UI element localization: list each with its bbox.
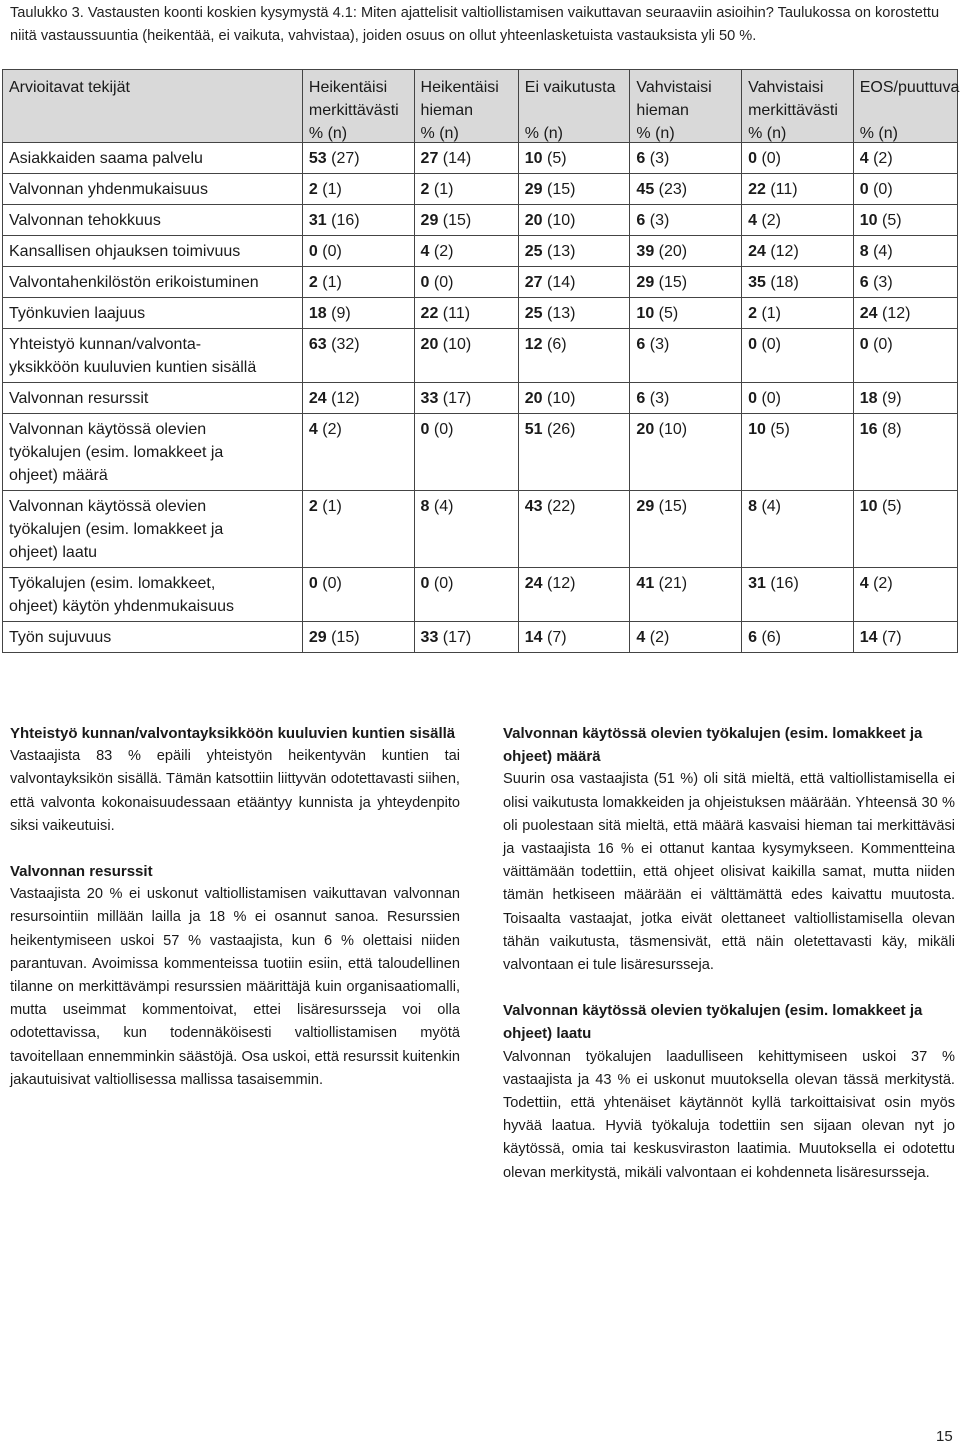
cell-count: (3): [649, 150, 670, 167]
table-cell: [742, 236, 854, 267]
cell-count: (5): [658, 305, 679, 322]
cell-count: (14): [442, 150, 472, 167]
table-cell: [742, 143, 854, 174]
table-cell: [742, 383, 854, 414]
table-cell: [302, 236, 414, 267]
header-sublabel: [525, 99, 624, 122]
row-label: Valvontahenkilöstön erikoistuminen: [3, 267, 303, 298]
table-cell: [302, 491, 414, 568]
cell-percent: 29: [636, 498, 655, 515]
cell-count: (4): [873, 243, 893, 260]
cell-percent: 51: [524, 421, 543, 438]
table-cell: [518, 298, 630, 329]
table-cell: [742, 568, 854, 622]
table-row: [3, 174, 958, 205]
cell-percent: 31: [308, 212, 327, 229]
cell-count: (21): [658, 575, 688, 592]
cell-count: (10): [658, 421, 688, 438]
cell-count: (12): [547, 575, 576, 592]
cell-count: (5): [770, 421, 790, 438]
table-row: [3, 143, 958, 174]
table-cell: [630, 414, 742, 491]
table-cell: [853, 622, 957, 653]
cell-count: (0): [433, 575, 454, 592]
cell-count: (11): [442, 305, 471, 322]
cell-percent: 39: [636, 243, 655, 260]
table-row: [3, 568, 958, 622]
cell-count: (5): [881, 498, 902, 515]
table-cell: [630, 267, 742, 298]
cell-count: (6): [547, 336, 567, 353]
cell-percent: 45: [636, 181, 655, 198]
cell-percent: 10: [859, 498, 878, 515]
table-cell: [414, 568, 518, 622]
table-cell: [518, 143, 630, 174]
table-cell: [302, 143, 414, 174]
table-cell: [302, 622, 414, 653]
cell-percent: 10: [636, 305, 655, 322]
cell-percent: 2: [420, 181, 430, 198]
table-cell: [414, 205, 518, 236]
cell-count: (17): [442, 390, 472, 407]
header-label: Arvioitavat tekijät: [9, 79, 130, 96]
table-row: [3, 267, 958, 298]
cell-count: (3): [649, 390, 670, 407]
cell-count: (10): [442, 336, 472, 353]
cell-count: (3): [649, 336, 670, 353]
header-col-6: [853, 70, 960, 143]
cell-percent: 0: [420, 274, 430, 291]
cell-percent: 6: [636, 150, 646, 167]
cell-percent: 43: [524, 498, 543, 515]
cell-percent: 4: [308, 421, 318, 438]
cell-percent: 29: [308, 629, 327, 646]
table-row: [3, 205, 958, 236]
cell-count: (0): [322, 243, 342, 260]
cell-count: (16): [331, 212, 360, 229]
row-label: Työkalujen (esim. lomakkeet, ohjeet) käytön yhdenmukaisuus: [3, 568, 303, 622]
cell-percent: 14: [524, 629, 543, 646]
cell-percent: 2: [748, 305, 757, 322]
table-cell: [630, 491, 742, 568]
table-row: [3, 298, 958, 329]
cell-count: (2): [433, 243, 454, 260]
results-table: [2, 69, 958, 653]
table-cell: [630, 205, 742, 236]
row-label: Valvonnan resurssit: [3, 383, 303, 414]
table-cell: [853, 568, 957, 622]
table-row: [3, 236, 958, 267]
cell-count: (12): [770, 243, 799, 260]
table-cell: [518, 236, 630, 267]
cell-percent: 29: [636, 274, 655, 291]
cell-percent: 20: [636, 421, 655, 438]
section-heading: Valvonnan resurssit: [10, 863, 153, 881]
cell-percent: 0: [859, 336, 869, 353]
cell-count: (2): [649, 629, 670, 646]
cell-count: (5): [547, 150, 567, 167]
header-label: EOS/puuttuva: [859, 79, 960, 96]
cell-count: (3): [873, 274, 893, 291]
cell-percent: 27: [524, 274, 543, 291]
header-unit: % (n): [308, 125, 348, 142]
cell-count: (1): [322, 498, 342, 515]
table-cell: [630, 568, 742, 622]
left-text-column: [10, 722, 460, 1114]
section-heading: Yhteistyö kunnan/valvontayksikköön kuuluvien kuntien sisällä: [10, 725, 456, 742]
cell-count: (7): [547, 629, 567, 646]
cell-count: (4): [761, 498, 781, 515]
cell-count: (20): [658, 243, 688, 260]
table-cell: [518, 383, 630, 414]
cell-percent: 27: [420, 150, 439, 167]
table-cell: [853, 329, 957, 383]
cell-count: (1): [433, 181, 454, 198]
cell-count: (0): [761, 390, 781, 407]
cell-percent: 29: [524, 181, 543, 198]
cell-count: (32): [331, 336, 360, 353]
cell-count: (27): [331, 150, 360, 167]
table-cell: [518, 267, 630, 298]
cell-percent: 0: [748, 336, 757, 353]
header-unit: [9, 122, 296, 142]
table-header-row: [3, 70, 958, 143]
table-cell: [414, 236, 518, 267]
header-col-2: [414, 70, 518, 143]
table-row: [3, 414, 958, 491]
cell-percent: 0: [748, 390, 757, 407]
page-number: 15: [936, 1428, 953, 1445]
cell-count: (2): [761, 212, 781, 229]
cell-percent: 4: [859, 150, 869, 167]
table-cell: [742, 329, 854, 383]
header-unit: % (n): [524, 125, 563, 142]
row-label: Työn sujuvuus: [3, 622, 303, 653]
cell-percent: 4: [636, 629, 646, 646]
header-unit: % (n): [859, 125, 898, 142]
row-label: Yhteistyö kunnan/valvonta- yksikköön kuuluvien kuntien sisällä: [3, 329, 303, 383]
cell-count: (10): [547, 212, 576, 229]
section-heading: Valvonnan käytössä olevien työkalujen (esim. lomakkeet ja ohjeet) laatu: [503, 1002, 923, 1043]
cell-percent: 53: [308, 150, 327, 167]
header-sublabel: [860, 99, 951, 122]
cell-percent: 10: [859, 212, 878, 229]
cell-percent: 0: [308, 575, 318, 592]
row-label: Asiakkaiden saama palvelu: [3, 143, 303, 174]
cell-count: (0): [433, 421, 454, 438]
cell-percent: 6: [636, 390, 646, 407]
cell-count: (0): [761, 150, 781, 167]
cell-count: (22): [547, 498, 576, 515]
table-cell: [518, 622, 630, 653]
table-cell: [518, 174, 630, 205]
table-body: [3, 143, 958, 653]
cell-count: (6): [761, 629, 781, 646]
cell-count: (15): [658, 498, 688, 515]
header-unit: % (n): [748, 125, 787, 142]
cell-count: (12): [331, 390, 360, 407]
cell-percent: 24: [524, 575, 543, 592]
cell-count: (4): [433, 498, 454, 515]
table-cell: [853, 236, 957, 267]
cell-percent: 18: [859, 390, 878, 407]
cell-count: (0): [433, 274, 454, 291]
header-sublabel: [9, 99, 296, 122]
cell-percent: 6: [859, 274, 869, 291]
table-cell: [302, 298, 414, 329]
table-caption: Taulukko 3. Vastausten koonti koskien kysymystä 4.1: Miten ajattelisit valtiollistamisen vaikuttavan seuraaviin asioihin? Taulukossa on korostettu niitä vastaussuuntia (heikentää, ei vaikuta, vahvistaa), joiden osuus on ollut yhteenlasketuista vastauksista yli 50 %.: [10, 5, 940, 44]
cell-percent: 20: [524, 212, 543, 229]
cell-percent: 31: [748, 575, 766, 592]
cell-count: (18): [770, 274, 799, 291]
cell-count: (1): [322, 181, 342, 198]
table-row: [3, 329, 958, 383]
table-cell: [742, 491, 854, 568]
table-cell: [630, 622, 742, 653]
cell-count: (13): [547, 305, 576, 322]
header-label: Vahvistaisi: [636, 79, 712, 96]
header-label: Vahvistaisi: [748, 79, 824, 96]
cell-count: (15): [331, 629, 360, 646]
table-cell: [414, 143, 518, 174]
table-cell: [630, 383, 742, 414]
cell-percent: 25: [524, 305, 543, 322]
section-heading: Valvonnan käytössä olevien työkalujen (esim. lomakkeet ja ohjeet) määrä: [503, 725, 923, 766]
table-cell: [302, 568, 414, 622]
cell-count: (0): [873, 336, 893, 353]
section-body: Suurin osa vastaajista (51 %) oli sitä mieltä, että valtiollistamisella ei olisi vaikutusta lomakkeiden ja ohjeistuksen määrään. Yhteensä 30 % oli puolestaan sitä mieltä, että määrä kasvaisi hieman tai merkittäväsi ja vastaajista 16 % ei ottanut kantaa kysymykseen. Kommentteina väittämään todettiin, että ohjeet olisivat kaikilla samat, mutta niiden tämän hetkiseen määrään ei välttämättä edes kaivattu muutosta. Toisaalta vastaajat, jotka eivät olettaneet valtiollistamisella olevan tähän vaikutusta, täsmensivät, että näin oletettavasti käy, mikäli valvontaan ei tule lisäresursseja.: [503, 771, 955, 974]
cell-count: (2): [873, 575, 893, 592]
cell-percent: 6: [636, 212, 646, 229]
table-row: [3, 622, 958, 653]
cell-percent: 6: [748, 629, 757, 646]
table-cell: [630, 329, 742, 383]
cell-count: (26): [547, 421, 576, 438]
cell-percent: 35: [748, 274, 766, 291]
cell-count: (2): [322, 421, 342, 438]
cell-percent: 20: [524, 390, 543, 407]
table-cell: [414, 491, 518, 568]
table-cell: [853, 298, 957, 329]
table-cell: [302, 174, 414, 205]
cell-count: (1): [322, 274, 342, 291]
table-cell: [742, 267, 854, 298]
table-cell: [630, 298, 742, 329]
cell-count: (0): [322, 575, 342, 592]
row-label: Valvonnan käytössä olevien työkalujen (esim. lomakkeet ja ohjeet) laatu: [3, 491, 303, 568]
cell-percent: 4: [420, 243, 430, 260]
cell-count: (9): [331, 305, 351, 322]
table-cell: [302, 205, 414, 236]
table-cell: [742, 298, 854, 329]
row-label: Valvonnan tehokkuus: [3, 205, 303, 236]
header-col-5: [742, 70, 854, 143]
table-row: [3, 491, 958, 568]
cell-count: (16): [770, 575, 799, 592]
cell-percent: 33: [420, 390, 439, 407]
table-cell: [302, 383, 414, 414]
cell-count: (12): [881, 305, 911, 322]
table-cell: [414, 267, 518, 298]
cell-percent: 22: [420, 305, 439, 322]
table-cell: [302, 414, 414, 491]
header-sublabel: hieman: [420, 102, 474, 119]
cell-percent: 18: [308, 305, 327, 322]
table-cell: [302, 329, 414, 383]
table-cell: [630, 143, 742, 174]
cell-count: (3): [649, 212, 670, 229]
table-row: [3, 383, 958, 414]
header-sublabel: merkittävästi: [748, 102, 838, 119]
cell-count: (8): [881, 421, 902, 438]
cell-count: (15): [547, 181, 576, 198]
cell-percent: 2: [308, 181, 318, 198]
row-label: Valvonnan yhdenmukaisuus: [3, 174, 303, 205]
section-body: Vastaajista 83 % epäili yhteistyön heikentyvän kuntien tai valvontayksikön sisällä. Tämän katsottiin liittyvän odotettavasti siihen, että valvonta kokonaisuudessaan etääntyy kunnista ja yhteydenpito siksi vaikeutuisi.: [10, 748, 460, 834]
table-cell: [853, 143, 957, 174]
cell-count: (5): [881, 212, 902, 229]
header-label: Heikentäisi: [420, 79, 499, 96]
header-label: Heikentäisi: [308, 79, 388, 96]
header-label: Ei vaikutusta: [524, 79, 616, 96]
cell-percent: 24: [308, 390, 327, 407]
header-unit: % (n): [636, 125, 675, 142]
cell-count: (0): [873, 181, 893, 198]
cell-percent: 29: [420, 212, 439, 229]
cell-count: (7): [881, 629, 902, 646]
table-cell: [302, 267, 414, 298]
row-label: Kansallisen ohjauksen toimivuus: [3, 236, 303, 267]
right-text-column: [503, 722, 955, 1207]
table-cell: [518, 568, 630, 622]
cell-percent: 6: [636, 336, 646, 353]
table-cell: [853, 205, 957, 236]
cell-percent: 8: [859, 243, 869, 260]
cell-percent: 0: [308, 243, 318, 260]
cell-percent: 0: [420, 421, 430, 438]
cell-percent: 63: [308, 336, 327, 353]
cell-count: (13): [547, 243, 576, 260]
cell-percent: 0: [859, 181, 869, 198]
row-label: Työnkuvien laajuus: [3, 298, 303, 329]
table-cell: [518, 329, 630, 383]
table-cell: [853, 491, 957, 568]
table-cell: [742, 414, 854, 491]
table-cell: [853, 267, 957, 298]
table-cell: [414, 329, 518, 383]
table-cell: [518, 205, 630, 236]
cell-count: (0): [761, 336, 781, 353]
cell-percent: 33: [420, 629, 439, 646]
table-cell: [742, 205, 854, 236]
table-cell: [518, 414, 630, 491]
cell-percent: 22: [748, 181, 766, 198]
cell-percent: 2: [308, 498, 318, 515]
header-col-1: [302, 70, 414, 143]
header-sublabel: hieman: [636, 102, 689, 119]
cell-count: (14): [547, 274, 576, 291]
table-cell: [414, 414, 518, 491]
cell-percent: 0: [748, 150, 757, 167]
cell-percent: 25: [524, 243, 543, 260]
cell-percent: 8: [420, 498, 430, 515]
cell-percent: 10: [748, 421, 766, 438]
table-cell: [853, 383, 957, 414]
results-table-wrap: [2, 69, 958, 653]
cell-percent: 10: [524, 150, 543, 167]
cell-percent: 41: [636, 575, 655, 592]
cell-percent: 24: [748, 243, 766, 260]
cell-count: (10): [547, 390, 576, 407]
table-cell: [853, 174, 957, 205]
cell-count: (2): [873, 150, 893, 167]
cell-count: (15): [442, 212, 472, 229]
table-cell: [414, 383, 518, 414]
cell-count: (23): [658, 181, 688, 198]
table-cell: [742, 174, 854, 205]
header-unit: % (n): [420, 125, 459, 142]
table-cell: [853, 414, 957, 491]
cell-percent: 14: [859, 629, 878, 646]
section-body: Valvonnan työkalujen laadulliseen kehittymiseen uskoi 37 % vastaajista ja 43 % ei uskonut muutoksella olevan tässä merkitystä. Todettiin, että yhtenäiset käytännöt kyllä tarkoittaisivat osin myös hyvää laatua. Hyviä työkaluja todettiin sen sijaan olevan nyt jo käytössä, omia tai keskusviraston laatimia. Muutoksella ei odotettu olevan merkitystä, mikäli valvontaan ei kohdenneta lisäresursseja.: [503, 1048, 955, 1181]
cell-percent: 8: [748, 498, 757, 515]
table-cell: [414, 298, 518, 329]
header-col-4: [630, 70, 742, 143]
cell-percent: 20: [420, 336, 439, 353]
table-cell: [630, 174, 742, 205]
header-col-3: [518, 70, 630, 143]
cell-percent: 2: [308, 274, 318, 291]
cell-count: (11): [770, 181, 798, 198]
table-cell: [414, 174, 518, 205]
cell-count: (1): [761, 305, 781, 322]
cell-percent: 4: [748, 212, 757, 229]
table-cell: [742, 622, 854, 653]
cell-percent: 16: [859, 421, 878, 438]
cell-percent: 0: [420, 575, 430, 592]
row-label: Valvonnan käytössä olevien työkalujen (esim. lomakkeet ja ohjeet) määrä: [3, 414, 303, 491]
cell-count: (9): [881, 390, 902, 407]
cell-count: (15): [658, 274, 688, 291]
cell-percent: 12: [524, 336, 543, 353]
cell-percent: 4: [859, 575, 869, 592]
table-cell: [414, 622, 518, 653]
header-factor: [3, 70, 303, 143]
section-body: Vastaajista 20 % ei uskonut valtiollistamisen vaikuttavan valvonnan resursointiin millään lailla ja 18 % ei osannut sanoa. Resurssien heikentymiseen uskoi 57 % vastaajista, kun 6 % olettaisi niiden parantuvan. Avoimissa kommenteissa tuotiin esiin, että taloudellinen tilanne on merkittävämpi resurssien määrittäjä kuin organisaatiomalli, mutta useimmat kommentoivat, ettei lisäresursseja voi olla odotettavissa, kun todennäköisesti valtiollistamisen myötä tavoitellaan ennemminkin säästöjä. Osa uskoi, että resurssit kuitenkin jakautuisivat valtiollisessa mallissa tasaisemmin.: [10, 886, 460, 1088]
table-cell: [518, 491, 630, 568]
header-sublabel: merkittävästi: [308, 102, 399, 119]
table-cell: [630, 236, 742, 267]
cell-count: (17): [442, 629, 472, 646]
cell-percent: 24: [859, 305, 878, 322]
